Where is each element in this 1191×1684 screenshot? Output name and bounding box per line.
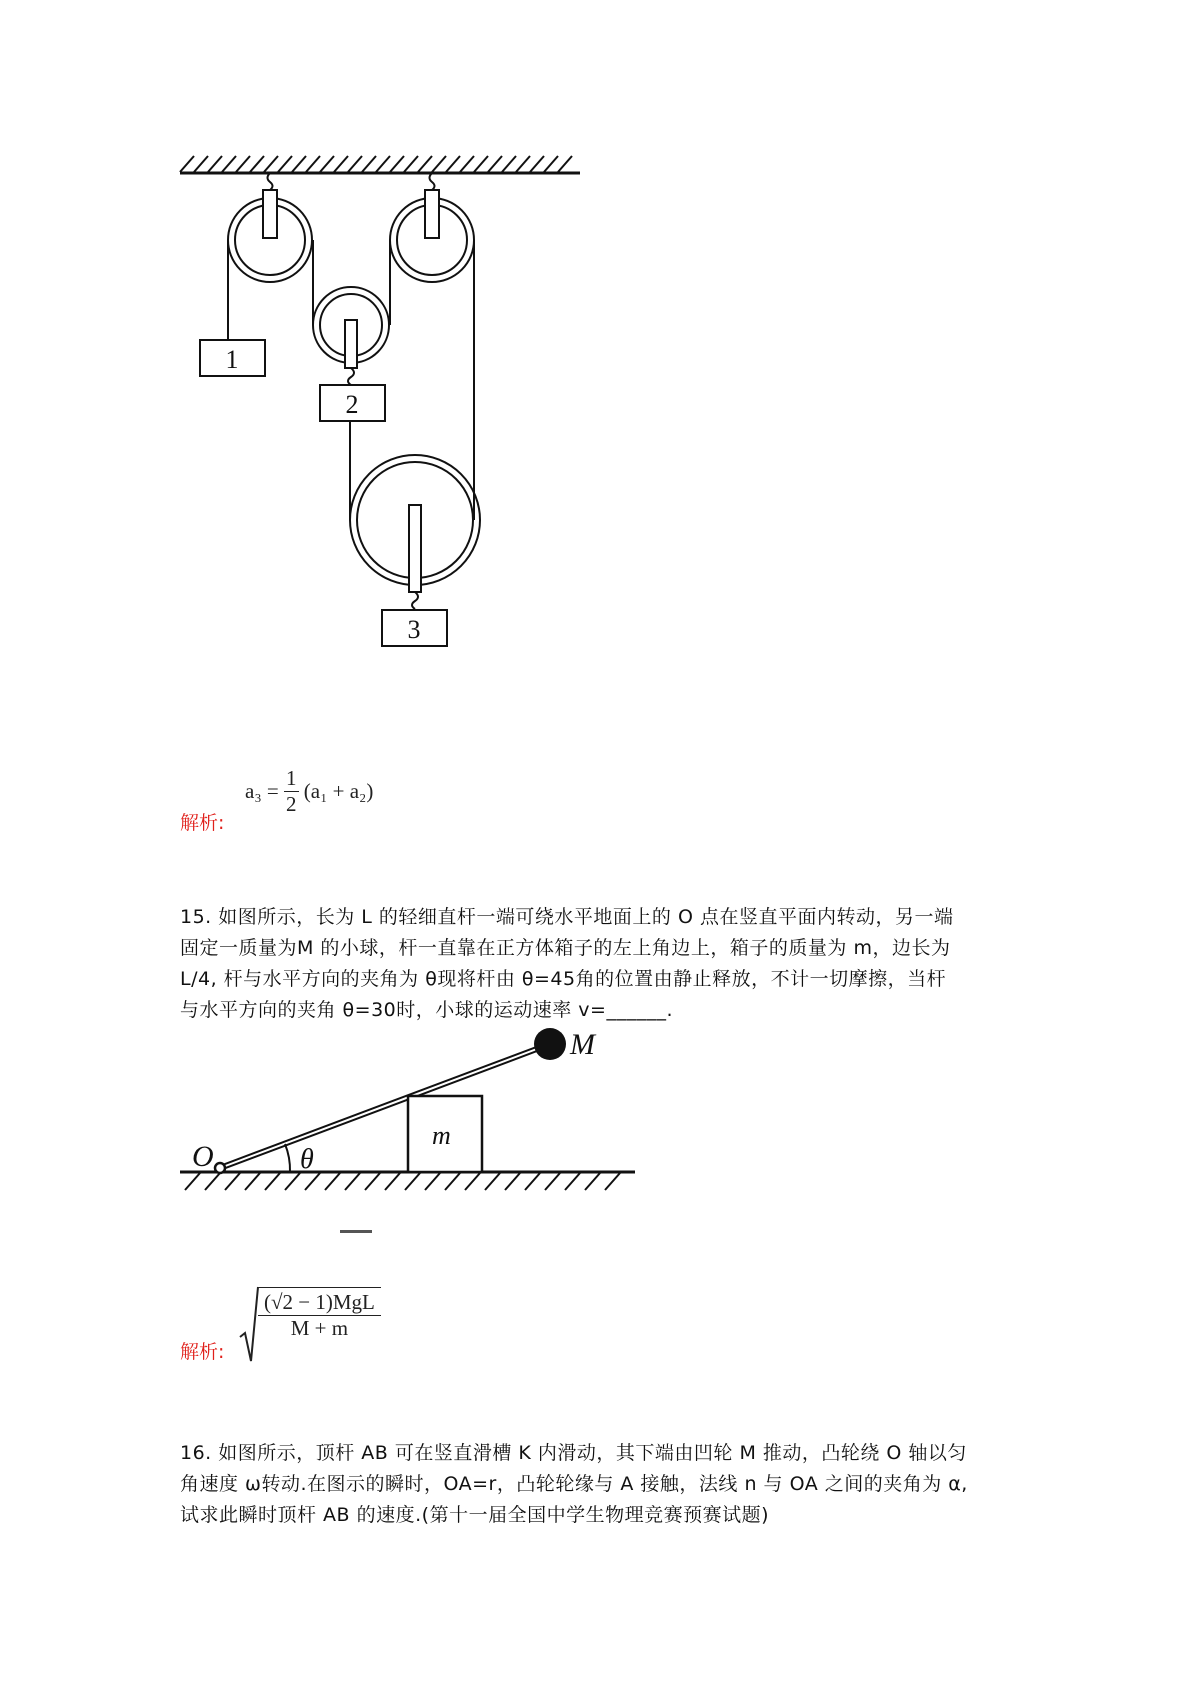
angle-arc [285, 1144, 290, 1172]
formula-a3 [245, 766, 373, 817]
sqrt-sign [238, 1285, 260, 1365]
problem-15-text [180, 902, 1020, 1026]
box-2-label: 2 [345, 390, 359, 419]
formula-rhs: (a₁ + a₂) [303, 779, 374, 803]
problem-16-line-1: 16. 如图所示，顶杆 AB 可在竖直滑槽 K 内滑动，其下端由凹轮 M 推动，凸轮绕 O 轴以匀 [180, 1442, 967, 1464]
fraction-numerator: (√2 − 1)MgL [258, 1290, 381, 1316]
pulley-system-figure [170, 150, 590, 710]
solution-14 [180, 760, 580, 834]
angle-label: θ [300, 1144, 314, 1175]
solution-15 [180, 1285, 580, 1365]
formula-velocity [258, 1287, 381, 1341]
problem-16-text [180, 1438, 1020, 1531]
problem-15-line-3: L/4, 杆与水平方向的夹角为 θ现将杆由 θ=45角的位置由静止释放，不计一切摩擦，当杆 [180, 968, 947, 990]
formula-lhs: a₃ = [245, 779, 279, 803]
pulley-bottom [350, 455, 480, 609]
velocity-fraction [258, 1290, 381, 1341]
box-3-label: 3 [407, 615, 421, 644]
pulley-top-left [228, 173, 312, 282]
solution-label: 解析: [180, 1341, 225, 1363]
ceiling-hatching [180, 156, 572, 172]
scan-mark [340, 1230, 372, 1233]
pivot-label: O [192, 1140, 214, 1173]
problem-15-line-1: 15. 如图所示，长为 L 的轻细直杆一端可绕水平地面上的 O 点在竖直平面内转动，另一端 [180, 906, 954, 928]
pivot [215, 1163, 225, 1173]
box-label: m [432, 1121, 451, 1150]
problem-15-line-4: 与水平方向的夹角 θ=30时，小球的运动速率 v=______. [180, 999, 674, 1021]
fraction-numerator: 1 [286, 766, 297, 790]
pulley-top-right [390, 173, 474, 282]
pulley-middle [313, 287, 389, 385]
fraction-denominator: M + m [290, 1316, 349, 1340]
rod-box-figure [180, 1020, 640, 1250]
problem-15-line-2: 固定一质量为M 的小球，杆一直靠在正方体箱子的左上角边上，箱子的质量为 m，边长为 [180, 937, 951, 959]
fraction-denominator: 2 [286, 792, 297, 816]
box-1-label: 1 [225, 345, 239, 374]
ball-label: M [570, 1028, 595, 1061]
problem-16-line-2: 角速度 ω转动.在图示的瞬时，OA=r，凸轮轮缘与 A 接触，法线 n 与 OA 之间的夹角为 α, [180, 1473, 968, 1495]
ground-hatching [185, 1173, 620, 1190]
fraction-half [284, 766, 299, 817]
problem-16-line-3: 试求此瞬时顶杆 AB 的速度.(第十一届全国中学生物理竞赛预赛试题) [180, 1504, 769, 1526]
solution-label: 解析: [180, 812, 225, 834]
ball-M [534, 1028, 566, 1060]
